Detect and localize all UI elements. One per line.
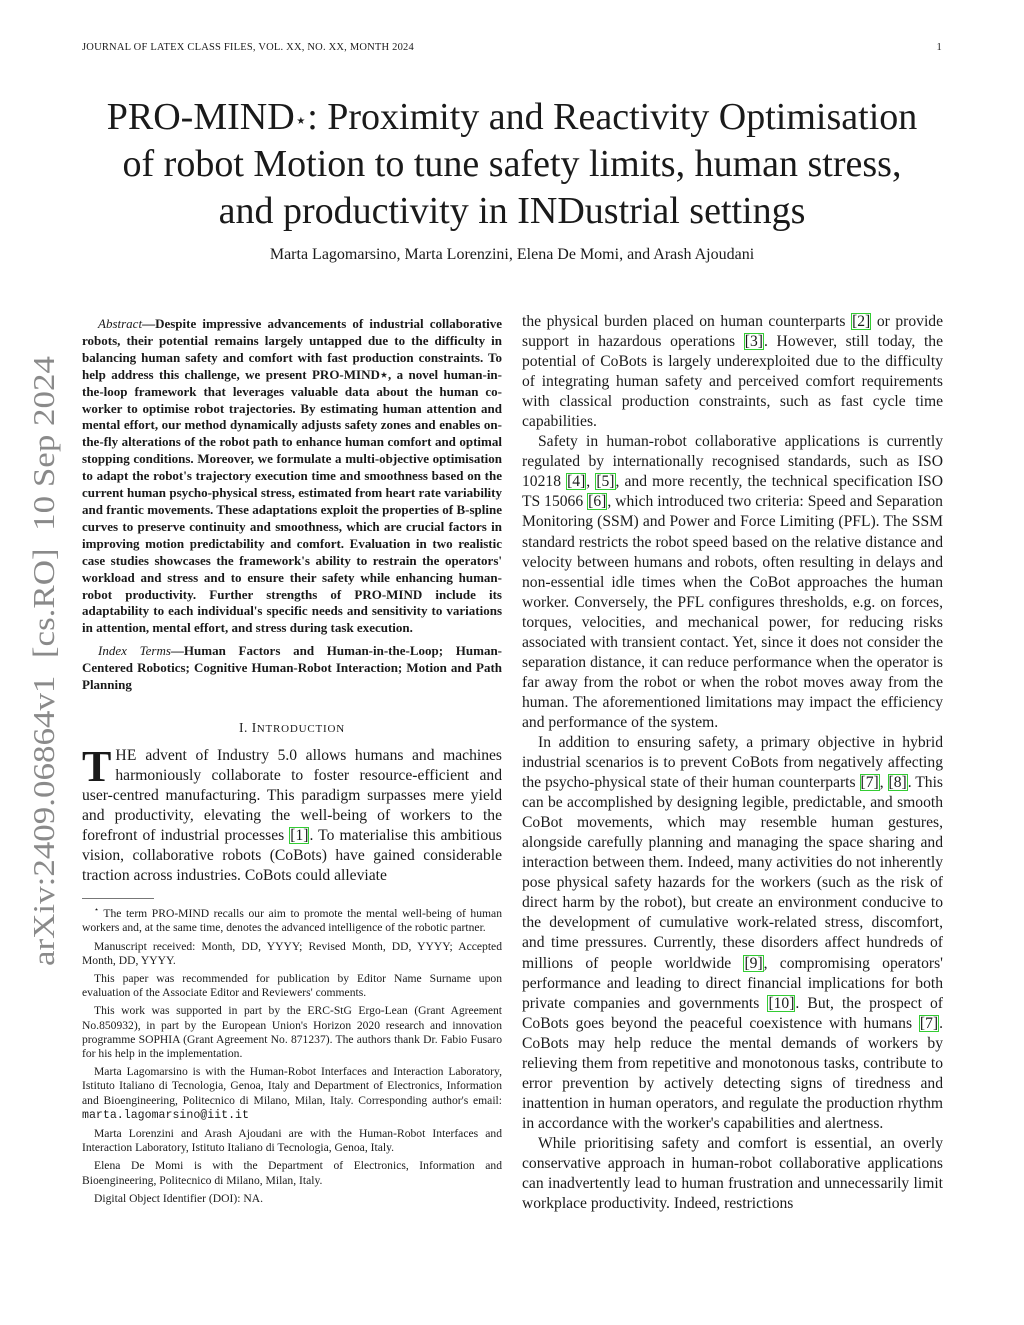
drop-cap: T bbox=[82, 741, 112, 791]
paper-title bbox=[60, 94, 964, 235]
citation-3[interactable]: [3] bbox=[744, 333, 763, 351]
corresponding-email[interactable]: marta.lagomarsino@iit.it bbox=[82, 1108, 249, 1122]
index-terms-label: Index Terms bbox=[98, 643, 171, 659]
index-terms-text: —Human Factors and Human-in-the-Loop; Human-Centered Robotics; Cognitive Human-Robot Interaction; Motion and Path Planning bbox=[82, 643, 503, 693]
citation-2[interactable]: [2] bbox=[852, 313, 871, 330]
citation-7[interactable]: [7] bbox=[860, 774, 879, 792]
arxiv-id-text: arXiv:2409.06864v1 [cs.RO] 10 Sep 2024 bbox=[26, 425, 61, 966]
footnote-doi: Digital Object Identifier (DOI): NA. bbox=[94, 1191, 264, 1205]
title-line-1: PRO-MIND⋆: Proximity and Reactivity Optimisation bbox=[106, 96, 918, 138]
index-terms bbox=[82, 643, 502, 694]
right-column bbox=[522, 312, 943, 1214]
citation-9[interactable]: [9] bbox=[744, 954, 763, 972]
paragraph-prioritising: While prioritising safety and comfort is essential, an overly conservative approach in human-robot collaborative applications can inadvertently lead to human frustration and unnecessarily limit workplace productivity. Indeed, restrictions bbox=[522, 1134, 943, 1213]
abstract-label: Abstract bbox=[98, 316, 143, 331]
citation-8[interactable]: [8] bbox=[888, 774, 907, 792]
section-heading-introduction: I. INTRODUCTION bbox=[239, 719, 345, 735]
abstract bbox=[82, 316, 502, 637]
citation-1[interactable]: [1] bbox=[290, 827, 309, 845]
footnote-lorenzini: Marta Lorenzini and Arash Ajoudani are with the Human-Robot Interfaces and Interaction Laboratory, Istituto Italiano di Tecnologia, Genoa, Italy. bbox=[82, 1126, 502, 1155]
title-line-2: of robot Motion to tune safety limits, human stress, bbox=[122, 143, 902, 185]
title-star-mark: ⋆ bbox=[294, 110, 308, 132]
paragraph-safety-standards: Safety in human-robot collaborative applications is currently regulated by internationally recognised standards, such as ISO 10218 [4], [5], and more recently, the technical specification ISO TS 15066 [6], which introduced two criteria: Speed and Separation Monitoring (SSM) and Power and Force Limiting (PFL). The SSM standard restricts the robot speed based on the relative distance and velocity between humans and robots, often resulting in delays and non-essential idle times when the CoBot approaches the human worker. Conversely, the PFL configures thresholds, e.g. on forces, torques, velocities, and mechanical power, for reducing risks associated with transient contact. Yet, since it does not consider the separation distance, it can reduce performance when the operator is far away from the robot or when the robot moves away from the human. The aforementioned limitations may impact the efficiency and performance of the system. bbox=[522, 433, 943, 731]
paragraph-psycho-physical: In addition to ensuring safety, a primary objective in hybrid industrial scenarios is to prevent CoBots from negatively affecting the psycho-physical state of their human counterparts [7], [8]. This can be accomplished by designing legible, predictable, and smooth CoBot movements, which may resemble human gestures, alongside carefully planning and managing the space sharing and interaction between them. Indeed, many activities do not inherently pose physical safety hazards for the workers (such as the risk of direct harm by the robot), but create an environment conducive to the development of cumulative work-related stress, discomfort, and time pressures. Currently, these disorders affect hundreds of millions of people worldwide [9], compromising operators' performance and leading to direct financial implications for both private companies and governments [10]. But, the prospect of CoBots goes beyond the peaceful coexistence with humans [7]. CoBots may help reduce the mental demands of workers by relieving them from repetitive and monotonous tasks, contribute to error prevention by actively detecting signs of tiredness and inattention in human operators, and regulate the production rhythm in accordance with the worker's capabilities and alertness. bbox=[522, 733, 943, 1132]
arxiv-stamp[interactable] bbox=[24, 352, 62, 970]
footnote-rule bbox=[82, 898, 154, 899]
abstract-text: —Despite impressive advancements of industrial collaborative robots, their potential remains largely untapped due to the difficulty in balancing human safety and comfort with fast production constraints. To help address this challenge, we present PRO-MIND⋆, a novel human-in-the-loop framework that leverages valuable data about the human co-worker to optimise robot trajectories. By estimating human attention and mental effort, our method dynamically adjusts safety zones and enables on-the-fly alterations of the robot path to enhance human comfort and optimal stopping conditions. Moreover, we formulate a multi-objective optimisation to adapt the robot's trajectory execution time and smoothness based on the current human psycho-physical stress, estimated from heart rate variability and frantic movements. These adaptations exploit the properties of B-spline curves to preserve continuity and smoothness, which are crucial factors in improving motion predictability and comfort. Evaluation in two realistic case studies showcases the framework's ability to restrain the operators' workload and stress and to ensure their safety while enhancing human-robot productivity. Further strengths of PRO-MIND include its adaptability to each individual's specific needs and sensitivity to variations in attention, mental effort, and stress during task execution. bbox=[82, 316, 502, 636]
journal-name: JOURNAL OF LATEX CLASS FILES, VOL. XX, NO. XX, MONTH 2024 bbox=[82, 42, 414, 53]
footnote-manuscript: Manuscript received: Month, DD, YYYY; Revised Month, DD, YYYY; Accepted Month, DD, YYYY. bbox=[82, 939, 502, 967]
citation-7-repeat[interactable]: [7] bbox=[919, 1014, 939, 1032]
citation-4[interactable]: [4] bbox=[567, 473, 586, 491]
intro-paragraph: THE advent of Industry 5.0 allows humans and machines harmoniously collaborate to foster resource-efficient and user-centred manufacturing. This paradigm surpasses mere yield and productivity, elevating the well-being of workers to the forefront of industrial processes [1]. To materialise this ambitious vision, collaborative robots (CoBots) have gained considerable traction across industries. CoBots could alleviate bbox=[82, 741, 502, 885]
paragraph-physical-burden: the physical burden placed on human counterparts [2] or provide support in hazardous operations [3]. However, still today, the potential of CoBots is largely underexploited due to the difficulty of integrating human safety and perceived comfort requirements with classical production constraints, such as fast cycle time capabilities. bbox=[522, 313, 944, 431]
footnote-demomi: Elena De Momi is with the Department of Electronics, Information and Bioengineering, Politecnico di Milano, Milan, Italy. bbox=[82, 1159, 502, 1187]
arxiv-stamp-graphic bbox=[24, 352, 62, 970]
footnote-lagomarsino: Marta Lagomarsino is with the Human-Robot Interfaces and Interaction Laboratory, Istituto Italiano di Tecnologia, Genoa, Italy and Department of Electronics, Information and Bioengineering, Politecnico di Milano, Milan, Italy. Corresponding author's email: marta.lagomarsino@iit.it bbox=[82, 1065, 502, 1122]
running-header bbox=[82, 42, 942, 58]
footnote-star: ⋆ The term PRO-MIND recalls our aim to promote the mental well-being of human workers and, at the same time, denotes the advanced intelligence of the robotic partner. bbox=[82, 905, 502, 935]
footnote-recommended: This paper was recommended for publication by Editor Name Surname upon evaluation of the Associate Editor and Reviewers' comments. bbox=[82, 971, 502, 1000]
author-list: Marta Lagomarsino, Marta Lorenzini, Elena De Momi, and Arash Ajoudani bbox=[269, 246, 755, 263]
citation-6[interactable]: [6] bbox=[588, 493, 607, 511]
page-number: 1 bbox=[936, 42, 942, 53]
citation-10[interactable]: [10] bbox=[768, 994, 795, 1012]
left-column bbox=[82, 316, 502, 1210]
title-line-3: and productivity in INDustrial settings bbox=[218, 190, 806, 232]
footnote-support: This work was supported in part by the ERC-StG Ergo-Lean (Grant Agreement No.850932), in part by the European Union's Horizon 2020 research and innovation programme SOPHIA (Grant Agreement No. 871237). The authors thank Dr. Fabio Fusaro for his help in the implementation. bbox=[82, 1004, 502, 1060]
citation-5[interactable]: [5] bbox=[596, 473, 615, 491]
